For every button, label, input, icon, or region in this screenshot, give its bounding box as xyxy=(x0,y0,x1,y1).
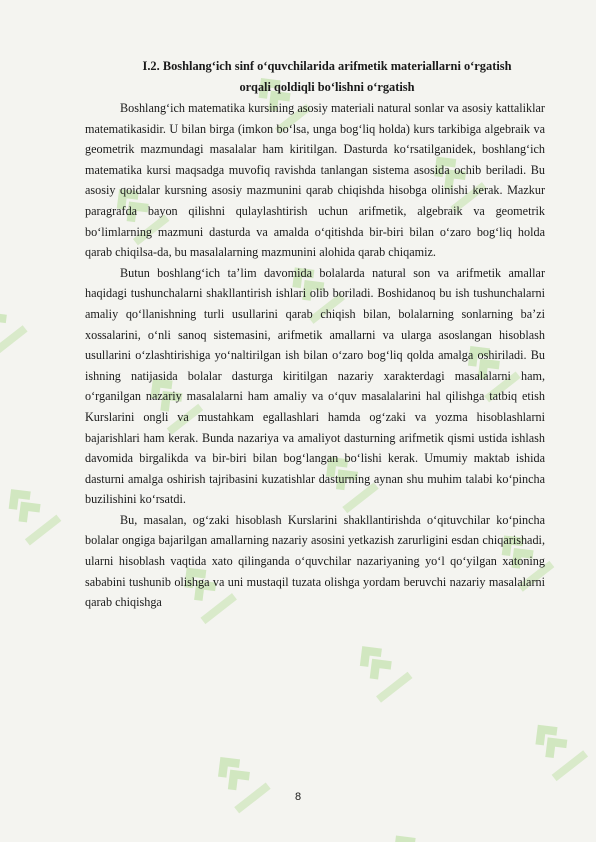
page-body xyxy=(85,56,545,613)
paragraph-1: Boshlang‘ich matematika kursining asosiy materiali natural sonlar va asosiy kattaliklar matematikasidir. U bilan birga (imkon bo‘lsa, unga bog‘liq holda) kurs tarkibiga algebraik va geometrik mazmundagi masalalar ham kiritilgan. Dasturda ko‘rsatilganidek, boshlang‘ich matematika kursi maqsadga muvofiq ravishda tanlangan sistema asosida ochib beriladi. Bu asosiy qoidalar kursning asosiy mazmunini qarab chiqishda hisobga olinishi kerak. Mazkur paragrafda bayon qilishni qulaylashtirish uchun arifmetik, algebraik va geometrik bo‘limlarning mazmuni dasturda va amalda o‘qitishda bir-biri bilan o‘zaro bog‘liq holda qarab chiqilsa-da, bu masalalarning mazmunini alohida qarab chiqamiz. xyxy=(85,101,545,260)
section-heading xyxy=(85,56,545,98)
section-heading-line-2: orqali qoldiqli bo‘lishni o‘rgatish xyxy=(239,80,415,94)
page-number: 8 xyxy=(294,791,302,803)
section-heading-line-1: I.2. Boshlang‘ich sinf o‘quvchilarida arifmetik materiallarni o‘rgatish xyxy=(142,59,512,73)
paragraph-3: Bu, masalan, og‘zaki hisoblash Kurslarini shakllantirishda o‘qituvchilar ko‘pincha bolalar ongiga bajarilgan amallarning nazariy asosini yetkazish zarurligini esdan chiqarishadi, ularni hisoblash vaqtida xato qilinganda o‘quvchilar nazariyaning yo‘l qo‘yilgan xatoning sababini tushunib olishga va uni mustaqil tuzata olishga yordam beruvchi nazariy masalalarni qarab chiqishga xyxy=(85,512,545,610)
paragraph-2: Butun boshlang‘ich ta’lim davomida bolalarda natural son va arifmetik amallar haqidagi tushunchalarni shakllantirish ishlari olib boriladi. Boshidanoq bu ish tushunchalarni amaliy qo‘llanishning turli usullarini qarab chiqish bilan, bolalarning sonlarning ba’zi xossalarini, o‘nli sanoq sistemasini, arifmetik amallarni va ularga asoslangan hisoblash usullarini o‘zlashtirishiga yo‘naltirilgan ish bilan o‘zaro bog‘liq qolda amalga oshiriladi. Bu ishning natijasida bolalar dasturga kiritilgan nazariy xarakterdagi masalalarni ham, o‘rganilgan nazariy masalalarni ham amaliy va o‘quv masalalarini hal qilishga tatbiq etish Kurslarini ongli va mustahkam egallashlari hamda og‘zaki va yozma hisoblashlarni bajarishlari ham kerak. Bunda nazariya va amaliyot dasturning arifmetik qismi ustida ishlash davomida birgalikda va bir-biri bilan bog‘langan bo‘lishi kerak. Umumiy maktab ishida dasturni amalga oshirish tajribasini kuzatishlar dasturning aynan shu muhim talabi ko‘pincha buzilishini ko‘rsatdi. xyxy=(85,265,545,507)
